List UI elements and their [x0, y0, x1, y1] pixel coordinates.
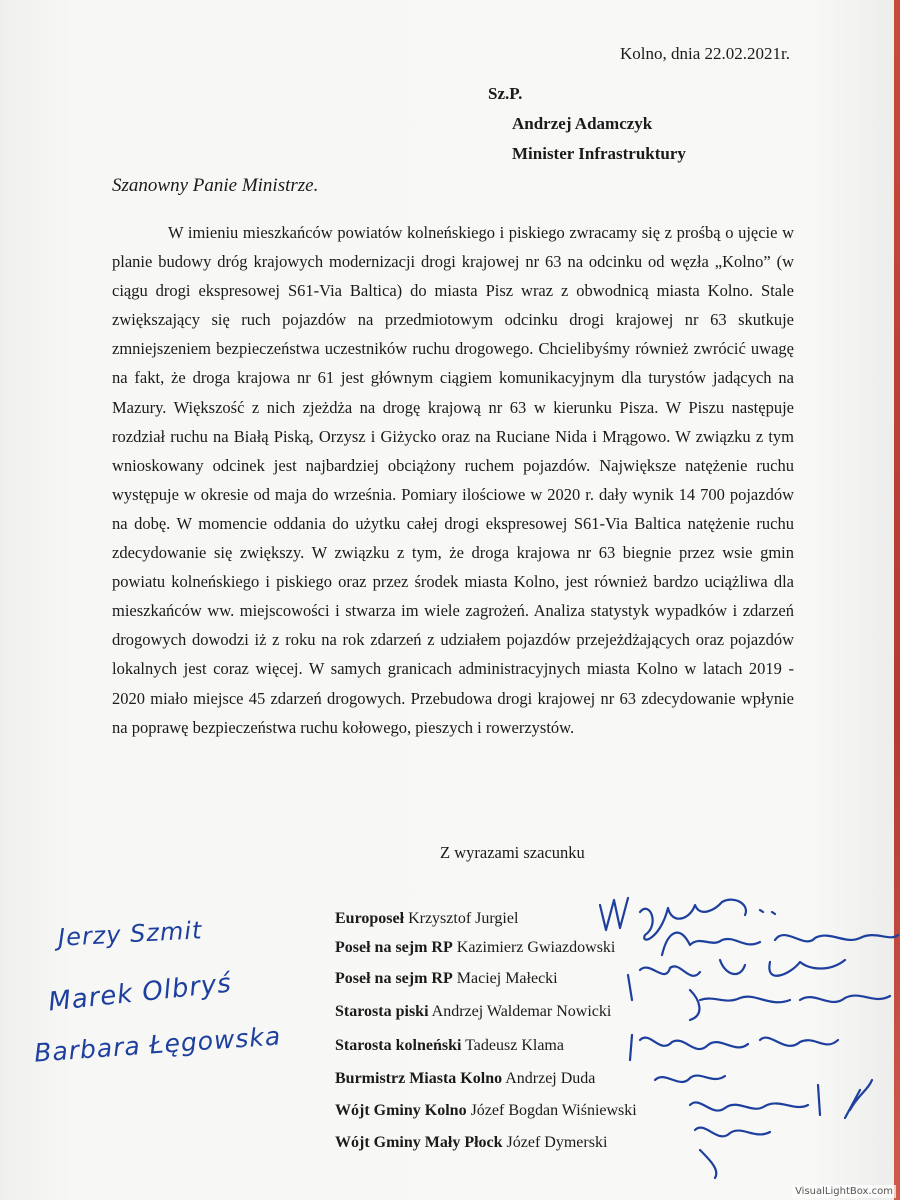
signatory-title: Burmistrz Miasta Kolno [335, 1070, 503, 1087]
signatory-name: Krzysztof Jurgiel [408, 910, 519, 927]
signatory-name: Andrzej Duda [505, 1070, 596, 1087]
recipient-position: Minister Infrastruktury [512, 144, 686, 163]
letter-closing: Z wyrazami szacunku [440, 843, 585, 862]
signature-klama [630, 1035, 838, 1060]
signature-gwiazdowski [662, 933, 898, 955]
handwritten-name: Jerzy Szmit [57, 916, 204, 952]
signature-malecki [628, 960, 845, 1000]
signature-wisniewski [690, 1080, 872, 1118]
signatory-title: Starosta kolneński [335, 1037, 462, 1054]
handwritten-name: Marek Olbryś [46, 968, 234, 1018]
signatory-name: Józef Dymerski [506, 1134, 608, 1151]
letter-date: Kolno, dnia 22.02.2021r. [620, 44, 790, 63]
signatory-title: Wójt Gminy Mały Płock [335, 1134, 503, 1151]
signatory-name: Kazimierz Gwiazdowski [456, 939, 616, 956]
signatory-name: Józef Bogdan Wiśniewski [470, 1102, 637, 1119]
recipient-salutation: Sz.P. [488, 84, 523, 103]
signatory-name: Andrzej Waldemar Nowicki [431, 1003, 612, 1020]
signatory-name: Maciej Małecki [456, 970, 558, 987]
signature-jurgiel [600, 898, 775, 940]
signatory-title: Wójt Gminy Kolno [335, 1102, 467, 1119]
signatory-name: Tadeusz Klama [465, 1037, 564, 1054]
signature-duda [655, 1076, 725, 1082]
signatory-title: Starosta piski [335, 1003, 429, 1020]
signatory-title: Poseł na sejm RP [335, 970, 453, 987]
signature-nowicki [690, 990, 890, 1020]
letter-salutation: Szanowny Panie Ministrze. [112, 175, 319, 196]
signatory-title: Poseł na sejm RP [335, 939, 453, 956]
signature-dymerski [695, 1128, 770, 1178]
signatory-title: Europoseł [335, 910, 405, 927]
recipient-name: Andrzej Adamczyk [512, 114, 653, 133]
letter-body: W imieniu mieszkańców powiatów kolneńskiego i piskiego zwracamy się z prośbą o ujęcie w planie budowy dróg krajowych modernizacji drogi krajowej nr 63 na odcinku od węzła „Kolno” (w ciągu drogi ekspresowej S61-Via Baltica) do miasta Pisz wraz z obwodnicą miasta Kolno. Stale zwiększający się ruch pojazdów na przedmiotowym odcinku drogi krajowej nr 63 skutkuje zmniejszeniem bezpieczeństwa uczestników ruchu drogowego. Chcielibyśmy również zwrócić uwagę na fakt, że droga krajowa nr 61 jest głównym ciągiem komunikacyjnym dla turystów jadących na Mazury. Większość z nich zjeżdża na drogę krajową nr 63 w kierunku Pisza. W Piszu następuje rozdział ruchu na Białą Piską, Orzysz i Giżycko oraz na Ruciane Nida i Mrągowo. W związku z tym wnioskowany odcinek jest najbardziej obciążony ruchem pojazdów. Największe natężenie ruchu występuje w okresie od maja do września. Pomiary ilościowe w 2020 r. dały wynik 14 700 pojazdów na dobę. W momencie oddania do użytku całej drogi ekspresowej S61-Via Baltica natężenie ruchu zdecydowanie się zwiększy. W związku z tym, że droga krajowa nr 63 biegnie przez wsie gmin powiatu kolneńskiego i piskiego oraz przez środek miasta Kolno, jest również bardzo uciążliwa dla mieszkańców ww. miejscowości i stwarza im wiele zagrożeń. Analiza statystyk wypadków i zdarzeń drogowych dowodzi iż z roku na rok zdarzeń z udziałem pojazdów przejeżdżających oraz pojazdów lokalnych jest coraz więcej. W samych granicach administracyjnych miasta Kolno w latach 2019 - 2020 miało miejsce 45 zdarzeń drogowych. Przebudowa drogi krajowej nr 63 zdecydowanie wpłynie na poprawę bezpieczeństwa ruchu kołowego, pieszych i rowerzystów. [112, 223, 794, 737]
handwritten-name: Barbara Łęgowska [33, 1021, 283, 1068]
watermark: VisualLightBox.com [792, 1185, 896, 1198]
